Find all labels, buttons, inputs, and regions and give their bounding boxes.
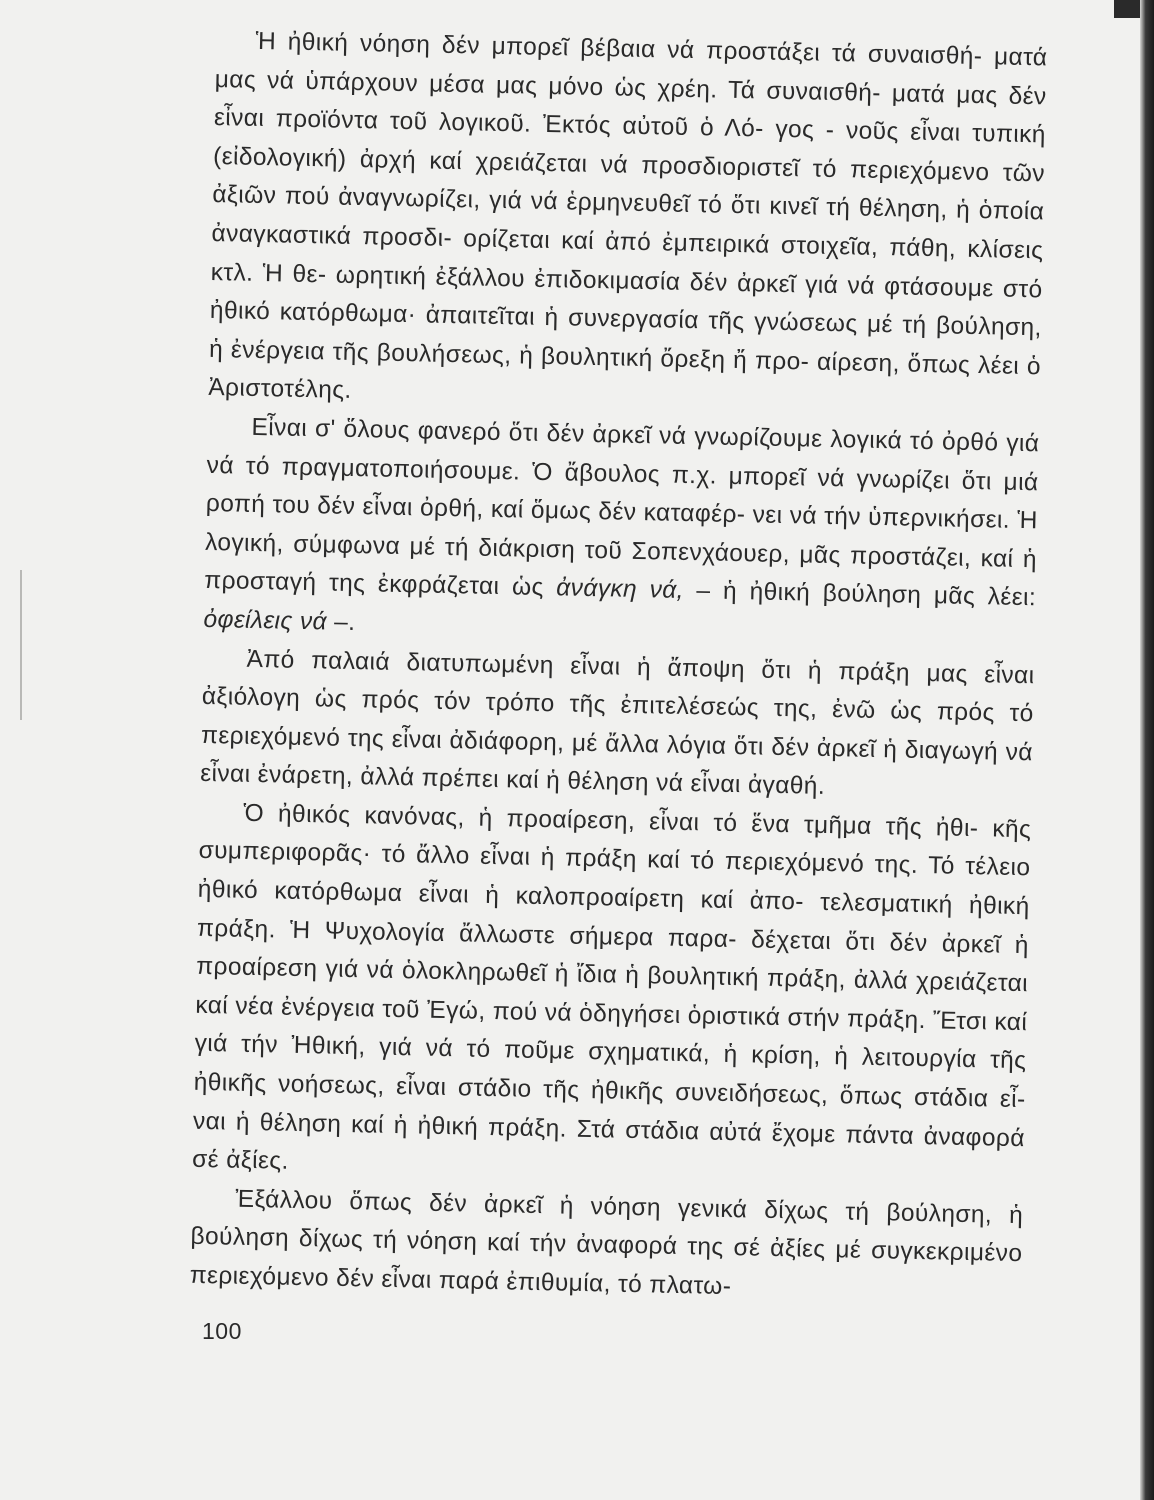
text-line: ναι ἡ θέληση καί ἡ ἠθική πράξη. Στά στάδια αὐτά ἔχομε πάντα	[192, 1107, 915, 1150]
paragraph-5	[189, 1180, 1023, 1313]
text-line: ἀγαθή.	[747, 771, 826, 801]
body-text	[189, 22, 1047, 1313]
text-line: Σοπενχάουερ, μᾶς προστάζει, καί ἡ προσταγή της ἐκφράζεται ὡς	[204, 537, 1038, 602]
text-line: γος - νοῦς εἶναι τυπική (εἰδολογική) ἀρχή καί χρειάζεται νά	[212, 115, 1047, 179]
text-line: αίρεση, ὅπως λέει ὁ Ἀριστοτέλης.	[208, 348, 1042, 405]
paragraph-3	[200, 639, 1035, 811]
text-line: –.	[326, 608, 356, 636]
text-line: ἑρμηνευθεῖ τό ὅτι κινεῖ τή θέληση, ἡ ὁποία ἀναγκαστικά προσδι-	[211, 188, 1045, 252]
text-line: ἡ βούληση δίχως τή νόηση καί τήν ἀναφορά της σέ ἀξίες μέ	[190, 1201, 1024, 1265]
text-line: δέχεται ὅτι δέν ἀρκεῖ ἡ προαίρεση γιά νά ὁλοκληρωθεῖ ἡ ἴδια ἡ	[195, 926, 1030, 990]
italic-phrase: ἀνάγκη νά,	[556, 574, 685, 605]
text-line: Ἀπό παλαιά διατυπωμένη εἶναι ἡ ἄποψη ὅτι ἡ πράξη μας εἶναι	[246, 645, 1035, 689]
text-line: ἀξιόλογη ὡς πρός τόν τρόπο τῆς ἐπιτελέσεώς της, ἐνῶ ὡς πρός	[201, 682, 996, 727]
paragraph-1	[208, 22, 1048, 425]
text-line: τό περιεχόμενό της εἶναι ἀδιάφορη, μέ ἄλλα λόγια ὅτι δέν ἀρκεῖ	[200, 699, 1034, 763]
gutter-mark	[20, 570, 22, 720]
text-line: ἀναφορά σέ ἀξίες.	[191, 1122, 1026, 1175]
paragraph-4	[192, 794, 1032, 1197]
text-line: βουλητική πράξη, ἀλλά χρειάζεται καί νέα ἐνέργεια τοῦ Ἐγώ,	[195, 962, 1029, 1025]
text-line: Εἶναι σ' ὅλους φανερό ὅτι δέν ἀρκεῖ νά γνωρίζουμε λογικά τό	[251, 413, 935, 456]
paragraph-2	[203, 408, 1040, 657]
text-line: Ἐξάλλου ὅπως δέν ἀρκεῖ ἡ νόηση γενικά δίχως τή βούληση,	[235, 1185, 993, 1229]
text-line: ματά μας δέν εἶναι προϊόντα τοῦ λογικοῦ. Ἐκτός αὐτοῦ ὁ Λό-	[213, 79, 1047, 143]
text-line: – ἡ ἠθική βούληση μᾶς λέει:	[683, 577, 1037, 612]
text-line: τελεσματική ἠθική πράξη. Ἡ Ψυχολογία ἄλλωστε σήμερα παρα-	[196, 888, 1030, 953]
text-line: γιά νά τό ποῦμε σχηματικά, ἡ κρίση, ἡ λειτουργία τῆς ἠθικῆς	[193, 1034, 1027, 1098]
text-line: της. Τό τέλειο ἠθικό κατόρθωμα εἶναι ἡ καλοπροαίρετη καί ἀπο-	[197, 851, 1031, 916]
text-line: ωρητική ἐξάλλου ἐπιδοκιμασία δέν ἀρκεῖ γιά νά φτάσουμε στό	[335, 261, 1043, 303]
text-line: ορίζεται καί ἀπό ἐμπειρικά στοιχεῖα, πάθη, κλίσεις κτλ. Ἡ θε-	[210, 225, 1044, 288]
text-line: ὀρθό γιά νά τό πραγματοποιήσουμε. Ὁ ἄβουλος π.χ. μπορεῖ νά	[206, 428, 1040, 492]
scan-edge-right	[1140, 0, 1154, 1500]
text-line: ματά μας νά ὑπάρχουν μέσα μας μόνο ὡς χρέη. Τά συναισθή-	[214, 43, 1048, 107]
text-line: προσδιοριστεῖ τό περιεχόμενο τῶν ἀξιῶν πού ἀναγνωρίζει, γιά νά	[212, 151, 1046, 216]
text-line: νει νά τήν ὑπερνικήσει. Ἡ λογική, σύμφωνα μέ τή διάκριση τοῦ	[204, 501, 1039, 565]
text-line: ἠθικό κατόρθωμα· ἀπαιτεῖται ἡ συνεργασία τῆς γνώσεως μέ τή	[209, 297, 927, 340]
text-line: συγκεκριμένο περιεχόμενο δέν εἶναι παρά ἐπιθυμία, τό πλατω-	[189, 1237, 1023, 1301]
page-number: 100	[202, 1318, 242, 1344]
italic-phrase: ὀφείλεις νά	[203, 605, 328, 636]
text-line: νοήσεως, εἶναι στάδιο τῆς ἠθικῆς συνειδήσεως, ὅπως στάδια εἶ-	[277, 1070, 1026, 1114]
text-line: κῆς συμπεριφορᾶς· τό ἄλλο εἶναι ἡ πράξη καί τό περιεχόμενό	[198, 815, 1032, 879]
text-line: πού νά ὁδηγήσει ὁριστικά στήν πράξη. Ἔτσι καί γιά τήν Ἠθική,	[194, 997, 1028, 1061]
text-line: Ὁ ἠθικός κανόνας, ἡ προαίρεση, εἶναι τό ἕνα τμῆμα τῆς ἠθι-	[243, 799, 979, 843]
text-line: γνωρίζει ὅτι μιά ροπή του δέν εἶναι ὀρθή, καί ὅμως δέν καταφέρ-	[205, 465, 1039, 529]
text-line: Ἡ ἠθική νόηση δέν μπορεῖ βέβαια νά προστάξει τά συναισθή-	[255, 27, 983, 71]
text-line: βούληση, ἡ ἐνέργεια τῆς βουλήσεως, ἡ βουλητική ὄρεξη ἤ προ-	[208, 312, 1043, 376]
text-line: ἡ διαγωγή νά εἶναι ἐνάρετη, ἀλλά πρέπει καί ἡ θέληση νά εἶναι	[199, 735, 1034, 799]
